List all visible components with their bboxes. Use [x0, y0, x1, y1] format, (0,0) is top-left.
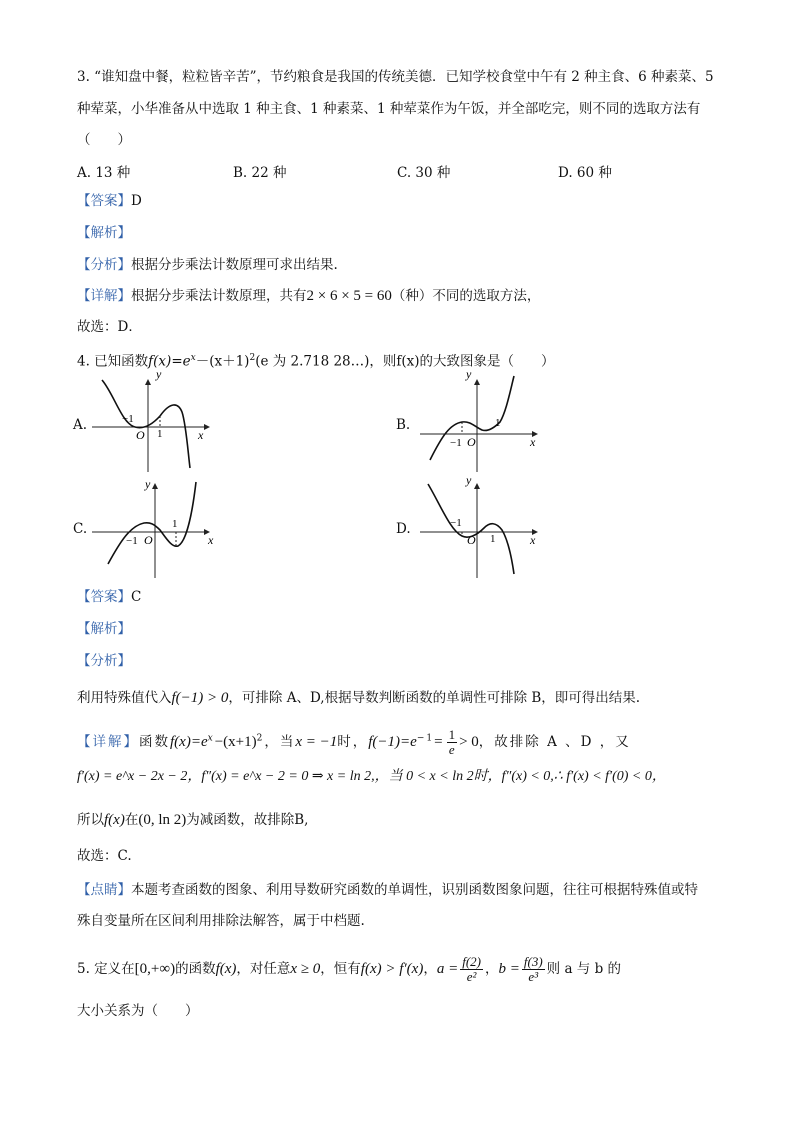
- q5-comma: ，: [423, 961, 437, 977]
- detail-d: x = −1: [295, 734, 338, 750]
- tick-1: 1: [495, 417, 501, 429]
- detail-l3-mid: 在: [124, 812, 139, 828]
- graph-label-a: A.: [73, 417, 88, 433]
- q5-interval: [0,+∞): [134, 961, 176, 977]
- q5-ineq: f(x) > f′(x): [360, 961, 424, 977]
- graph-d: [420, 476, 545, 580]
- q3-option-c: C. 30 种: [397, 165, 451, 181]
- origin-label: O: [144, 533, 153, 547]
- q4-stem-mid: －(x＋1): [195, 353, 250, 370]
- q4-conclusion: 故选：C.: [77, 848, 132, 864]
- detail-tag: 【详解】: [77, 734, 139, 750]
- detail-c: ，当: [264, 734, 296, 750]
- q3-option-a: A. 13 种: [77, 165, 131, 181]
- detail-l3-pre: 所以: [77, 812, 104, 828]
- frac-a-den: e²: [466, 969, 477, 984]
- y-axis-arrow: [152, 483, 158, 489]
- detail-text-pre: 根据分步乘法计数原理，共有: [131, 288, 307, 304]
- origin-label: O: [136, 428, 145, 442]
- graph-label-d: D.: [396, 521, 411, 537]
- tick-neg1: −1: [126, 535, 138, 547]
- q3-option-d: D. 60 种: [558, 165, 612, 181]
- x-label: x: [530, 435, 536, 449]
- q4-dianjing-line2: 殊自变量所在区间利用排除法解答，属于中档题.: [77, 913, 365, 929]
- graph-b: [420, 372, 545, 474]
- curve: [108, 482, 196, 564]
- graph-c: [92, 476, 217, 580]
- detail-a: 函数: [139, 734, 170, 750]
- answer-value: C: [131, 589, 142, 605]
- x-label: x: [208, 533, 214, 547]
- q3-answer: [77, 192, 142, 210]
- q3-paren: （ ）: [77, 132, 131, 148]
- q3-fenxi: [77, 256, 338, 274]
- q3-line2: 种荤菜，小华准备从中选取 1 种主食、1 种素菜、1 种荤菜作为午饭，并全部吃完，则不同的选取方法有: [77, 101, 701, 117]
- fenxi-text: 根据分步乘法计数原理可求出结果.: [131, 257, 338, 273]
- q3-line1: 3. “谁知盘中餐，粒粒皆辛苦”，节约粮食是我国的传统美德．已知学校食堂中午有 2 种主食、6 种素菜、5: [77, 69, 714, 85]
- detail-sup3: −1: [416, 733, 435, 744]
- curve: [102, 380, 190, 468]
- q5-post: 则 a 与 b 的: [546, 961, 622, 977]
- q5-fx: f(x): [215, 961, 237, 977]
- x-axis-arrow: [204, 424, 210, 430]
- frac-b-num: f(3): [523, 954, 543, 969]
- tick-1: 1: [490, 533, 496, 545]
- q3-detail: [77, 287, 540, 305]
- y-label: y: [466, 476, 472, 487]
- detail-l3-post: 为减函数，故排除B,: [186, 812, 309, 828]
- x-label: x: [198, 428, 204, 442]
- q5-comma2: ，: [485, 961, 499, 977]
- q4-fenxi: [77, 689, 640, 707]
- detail-tag: 【详解】: [77, 288, 131, 304]
- frac-den: e: [448, 742, 455, 757]
- graph-label-c: C.: [73, 521, 88, 537]
- frac-a-num: f(2): [462, 954, 481, 969]
- origin-label: O: [467, 533, 476, 547]
- tick-neg1: −1: [450, 517, 462, 529]
- q4-dianjing-line1: [77, 881, 698, 899]
- detail-math: 2 × 6 × 5 = 60: [306, 288, 392, 304]
- detail-l3-int: (0, ln 2): [138, 812, 187, 828]
- y-axis-arrow: [474, 483, 480, 489]
- fraction-one-over-e: [447, 728, 458, 757]
- y-axis-arrow: [145, 379, 151, 385]
- q4-stem-fx: f(x)=e: [148, 353, 191, 370]
- q5-a-eq: a =: [436, 961, 459, 977]
- q4-stem-sup: x: [190, 353, 196, 363]
- tick-1: 1: [157, 428, 163, 440]
- detail-f: f(−1)=e: [368, 734, 417, 750]
- tick-1: 1: [172, 518, 178, 530]
- detail-h: > 0: [459, 734, 479, 750]
- y-label: y: [145, 477, 151, 491]
- q4-detail-line2: f′(x) = e^x − 2x − 2，f″(x) = e^x − 2 = 0 ⇒ x = ln 2,，当 0 < x < ln 2时，f″(x) < 0,∴ f′(x) < f′(0) < 0，: [77, 769, 666, 784]
- q5-mid2: ，对任意: [236, 961, 291, 977]
- answer-tag: 【答案】: [77, 193, 131, 209]
- detail-i: ，故排除 A 、D ，又: [478, 734, 631, 750]
- q5-cond: x ≥ 0: [290, 961, 321, 977]
- q3-option-b: B. 22 种: [233, 165, 287, 181]
- q5-line1: [77, 955, 621, 984]
- q3-analysis-tag: 【解析】: [77, 225, 131, 241]
- q5-pre: 5. 定义在: [77, 961, 135, 977]
- answer-value: D: [131, 193, 142, 209]
- q4-answer: [77, 588, 141, 606]
- fraction-b: [522, 955, 545, 984]
- curve: [428, 484, 514, 574]
- y-axis-arrow: [474, 379, 480, 385]
- q5-mid1: 的函数: [175, 961, 216, 977]
- q4-detail-line3: [77, 811, 308, 829]
- detail-fx: f(x)=e: [170, 734, 208, 750]
- fenxi-pre: 利用特殊值代入: [77, 690, 172, 706]
- x-label: x: [530, 533, 536, 547]
- fraction-a: [460, 955, 483, 984]
- frac-b-den: e³: [528, 969, 539, 984]
- fenxi-math: f(−1) > 0: [171, 690, 229, 706]
- fenxi-post: ，可排除 A、D,根据导数判断函数的单调性可排除 B，即可得出结果.: [228, 690, 641, 706]
- q4-analysis-tag: 【解析】: [77, 621, 131, 637]
- q4-stem-pre: 4. 已知函数: [77, 353, 149, 370]
- tick-neg1: −1: [122, 413, 134, 425]
- dianjing-text: 本题考查函数的图象、利用导数研究函数的单调性，识别函数图象问题，往往可根据特殊值或特: [131, 882, 698, 898]
- q4-stem: [77, 349, 555, 371]
- q3-conclusion: 故选：D．: [77, 319, 142, 335]
- q4-stem-sup2: 2: [249, 353, 256, 363]
- detail-g: =: [434, 734, 445, 750]
- detail-text-post: （种）不同的选取方法，: [391, 288, 541, 304]
- tick-neg1: −1: [450, 437, 462, 449]
- q4-stem-post: (e 为 2.718 28…)，则f(x)的大致图象是（ ）: [255, 353, 555, 370]
- q5-b-eq: b =: [498, 961, 520, 977]
- answer-tag: 【答案】: [77, 589, 131, 605]
- detail-l3-fx: f(x): [104, 812, 125, 828]
- q5-mid3: ，恒有: [320, 961, 361, 977]
- detail-b: −(x+1): [214, 734, 257, 750]
- q4-detail-line1: [77, 728, 631, 757]
- q5-line2: 大小关系为（ ）: [77, 1003, 199, 1019]
- detail-sup: x: [207, 733, 215, 744]
- frac-num: 1: [448, 727, 456, 742]
- graph-a: [92, 372, 217, 474]
- graph-label-b: B.: [396, 417, 411, 433]
- q4-fenxi-tag: 【分析】: [77, 653, 131, 669]
- y-label: y: [156, 372, 162, 381]
- y-label: y: [466, 372, 472, 381]
- origin-label: O: [467, 435, 476, 449]
- dianjing-tag: 【点睛】: [77, 882, 131, 898]
- fenxi-tag: 【分析】: [77, 257, 131, 273]
- detail-sup2: 2: [256, 733, 265, 744]
- detail-e: 时，: [337, 734, 369, 750]
